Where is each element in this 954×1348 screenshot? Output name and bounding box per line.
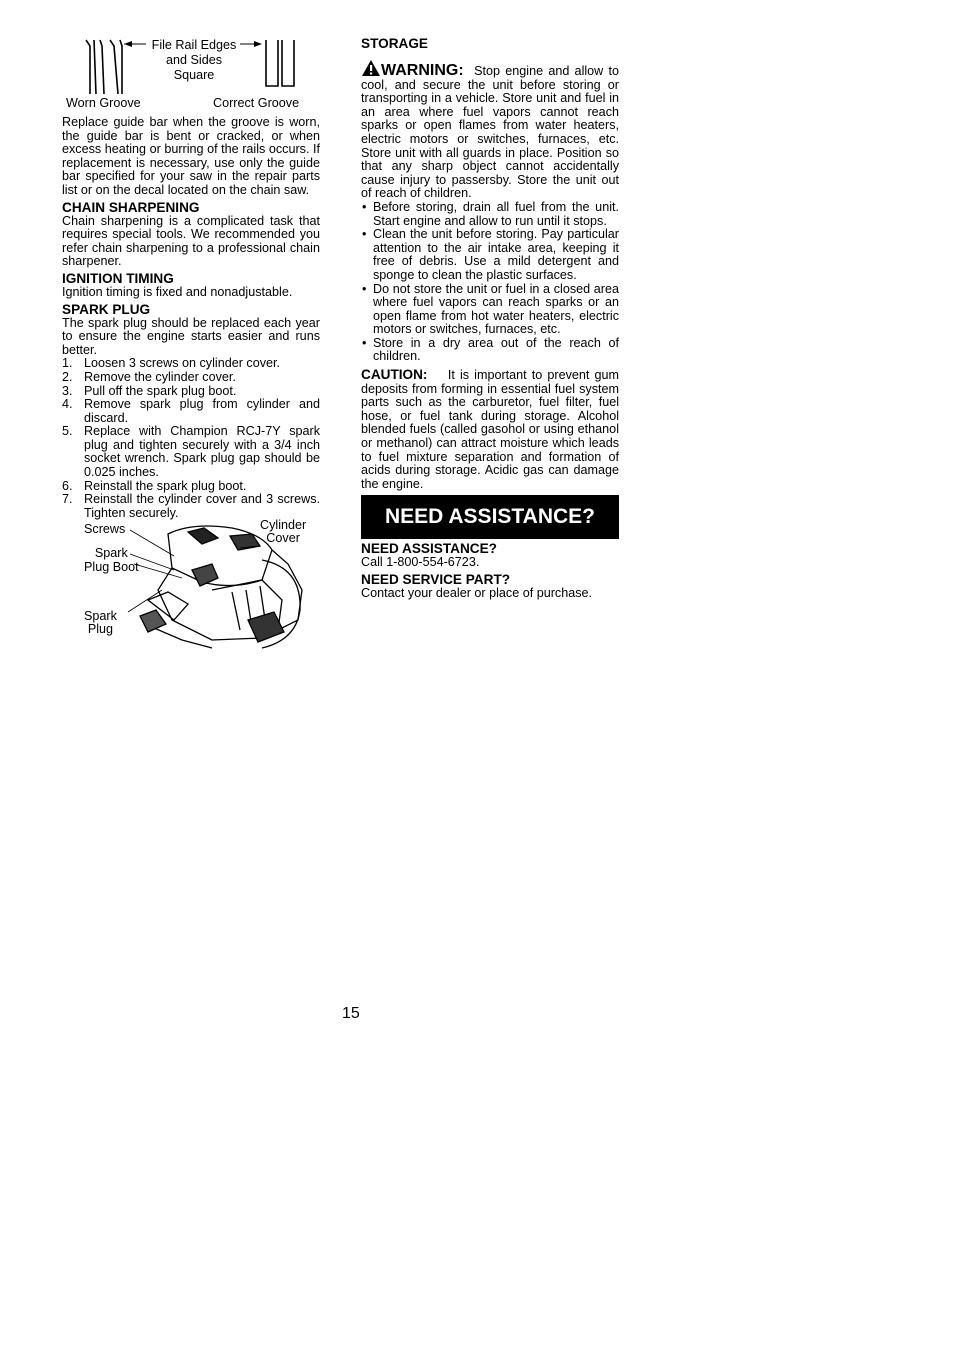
step-item: 6. Reinstall the spark plug boot. [62, 478, 247, 493]
step-item: 7. Reinstall the cylinder cover and 3 screws. Tighten securely. [62, 492, 320, 520]
groove-figure [62, 36, 320, 116]
service-text: Contact your dealer or place of purchase. [361, 586, 593, 600]
cylinder-label: Cylinder [260, 518, 307, 533]
correct-groove-label: Correct Groove [213, 96, 300, 110]
list-item: • Do not store the unit or fuel in a closed area where fuel vapors can reach sparks or an open flame from hot water heaters, electric motors or switches, furnaces, etc. [362, 281, 619, 337]
need-assistance-banner: NEED ASSISTANCE? [361, 495, 619, 539]
file-rail-label: File Rail Edges [151, 38, 237, 52]
page-number: 15 [342, 1005, 360, 1022]
spark-plug-label-1: Spark [84, 609, 117, 624]
warning-triangle-icon [361, 59, 381, 77]
step-item: 1. Loosen 3 screws on cylinder cover. [62, 356, 281, 371]
spark-plug-label-2: Plug [87, 622, 114, 637]
file-rail-label-3: Square [173, 68, 215, 82]
engine-figure [62, 520, 320, 650]
storage-heading: STORAGE [361, 36, 428, 51]
spark-plug-steps [62, 357, 320, 520]
caution-label: CAUTION: [361, 367, 428, 383]
right-column [361, 36, 619, 601]
file-rail-label-2: and Sides [165, 53, 222, 67]
caution-paragraph [361, 368, 619, 491]
spark-plug-heading: SPARK PLUG [62, 301, 151, 317]
chain-sharpening-text: Chain sharpening is a complicated task that requires special tools. We recommended you refer chain sharpening to a professional chain sharpener. [62, 213, 320, 269]
step-item: 4. Remove spark plug from cylinder and discard. [62, 397, 320, 425]
guide-bar-paragraph: Replace guide bar when the groove is worn, the guide bar is bent or cracked, or when excess heating or burring of the rails occurs. If replacement is necessary, use only the guide bar specified for your saw in the repair parts list or on the decal located on the chain saw. [62, 115, 320, 197]
warning-paragraph [361, 59, 619, 201]
caution-text: It is important to prevent gum deposits from forming in essential fuel system parts such as the carburetor, fuel filter, fuel hose, or fuel tank during storage. Alcohol blended fuels (called gasohol or using ethanol or methanol) can attract moisture which leads to fuel mixture separation and formation of acids during storage. Acidic gas can damage the engine. [361, 368, 619, 491]
left-column [62, 36, 320, 650]
cover-label: Cover [266, 531, 300, 546]
chain-sharpening-heading: CHAIN SHARPENING [62, 199, 200, 215]
call-text: Call 1-800-554-6723. [361, 555, 480, 570]
step-item: 5. Replace with Champion RCJ-7Y spark plug and tighten securely with a 3/4 inch socket wrench. Spark plug gap should be 0.025 inches. [62, 424, 320, 480]
list-item: • Before storing, drain all fuel from the unit. Start engine and allow to run until it stops. [362, 199, 619, 228]
spark-plug-boot-label-2: Plug Boot [84, 560, 139, 575]
spark-plug-text: The spark plug should be replaced each year to ensure the engine starts easier and runs better. [62, 315, 320, 357]
list-item: • Clean the unit before storing. Pay particular attention to the air intake area, keeping it free of debris. Use a mild detergent and sponge to clean the plastic surfaces. [362, 227, 619, 282]
storage-bullets [361, 201, 619, 364]
need-service-heading: NEED SERVICE PART? [361, 572, 511, 587]
step-item: 2. Remove the cylinder cover. [62, 369, 236, 384]
step-item: 3. Pull off the spark plug boot. [62, 383, 237, 398]
spark-plug-boot-label-1: Spark [94, 546, 128, 561]
screws-label: Screws [84, 522, 126, 537]
list-item: • Store in a dry area out of the reach of children. [362, 335, 619, 364]
ignition-timing-text: Ignition timing is fixed and nonadjustable. [62, 284, 293, 299]
worn-groove-label: Worn Groove [66, 96, 141, 110]
ignition-timing-heading: IGNITION TIMING [62, 270, 174, 286]
warning-text: Stop engine and allow to cool, and secure the unit before storing or transporting in a vehicle. Store unit and fuel in an area where fuel vapors cannot reach sparks or open flames from water heaters, electric motors or switches, furnaces, etc. Store unit with all guards in place. Position so that any sharp object cannot accidentally cause injury to passersby. Store the unit out of reach of children. [361, 64, 619, 201]
warning-label: WARNING: [381, 62, 464, 79]
need-assistance-heading: NEED ASSISTANCE? [361, 541, 497, 557]
